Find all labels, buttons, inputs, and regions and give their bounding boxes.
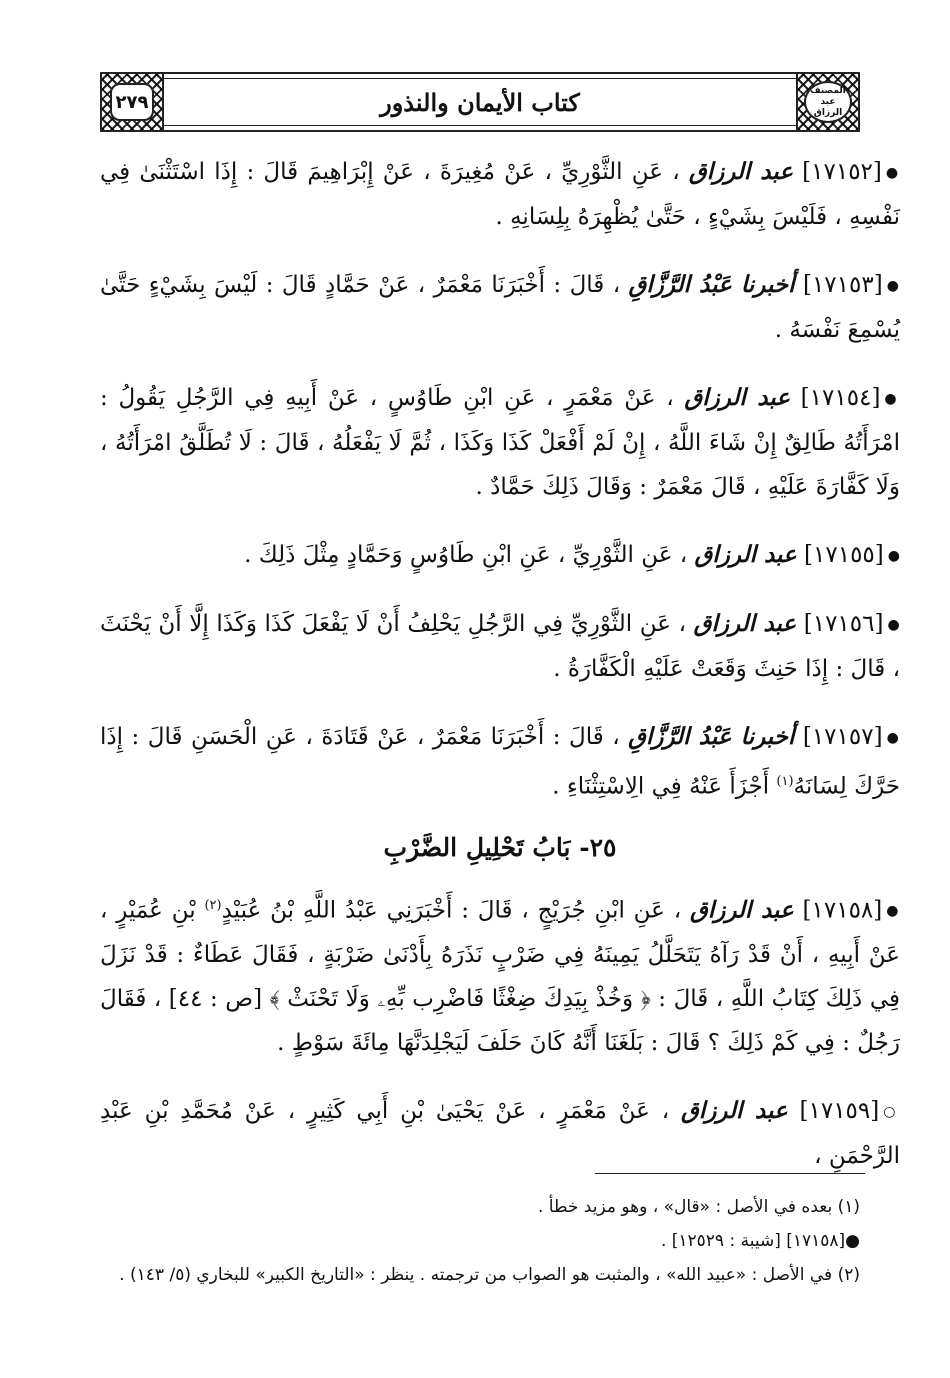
page-number: ٢٧٩ — [110, 83, 154, 121]
hadith-text: ، عَنِ الثَّوْرِيِّ ، عَنِ ابْنِ طَاوُسٍ وَحَمَّادٍ مِثْلَ ذَلِكَ . — [244, 542, 688, 568]
hadith-source: عبد الرزاق — [694, 541, 797, 568]
bullet-filled-icon: ● — [885, 165, 901, 181]
page-header — [100, 72, 860, 132]
footnote-ref[interactable]: (١) — [776, 774, 794, 789]
hadith-text: ، قَالَ : أَخْبَرَنَا مَعْمَرٌ ، عَنْ قَتَادَةَ ، عَنِ الْحَسَنِ قَالَ : إِذَا حَرَّكَ لِسَانَهُ — [100, 724, 900, 800]
bullet-hollow-icon: ○ — [883, 1104, 901, 1121]
bullet-filled-icon: ● — [884, 391, 901, 407]
main-text — [100, 150, 900, 1202]
hadith-text: ، عَنْ مَعْمَرٍ ، عَنِ ابْنِ طَاوُسٍ ، عَنْ أَبِيهِ فِي الرَّجُلِ يَقُولُ : امْرَأَتُهُ طَالِقٌ إِنْ شَاءَ اللَّهُ ، إِنْ لَمْ أَفْعَلْ كَذَا وَكَذَا ، ثُمَّ لَا يَفْعَلُهُ ، قَالَ : لَا تُطَلَّقُ امْرَأَتُهُ ، وَلَا كَفَّارَةَ عَلَيْهِ ، قَالَ مَعْمَرٌ : وَقَالَ ذَلِكَ حَمَّادٌ . — [100, 385, 900, 500]
footnote-ref[interactable]: (٢) — [204, 897, 222, 913]
running-title: كتاب الأيمان والنذور — [380, 87, 580, 117]
hadith-text: ، عَنِ ابْنِ جُرَيْجٍ ، قَالَ : أَخْبَرَنِي عَبْدُ اللَّهِ بْنُ عُبَيْدٍ — [221, 897, 682, 924]
hadith-number: [١٧١٥٣] — [802, 272, 883, 298]
hadith-text: ، قَالَ : أَخْبَرَنَا مَعْمَرٌ ، عَنْ حَمَّادٍ قَالَ : لَيْسَ بِشَيْءٍ حَتَّىٰ يُسْمِعَ نَفْسَهُ . — [100, 272, 900, 343]
hadith-17152 — [100, 150, 900, 239]
hadith-text-cont: بْنِ عُمَيْرٍ ، عَنْ أَبِيهِ ، أَنْ قَدْ رَآهُ يَتَحَلَّلُ يَمِينَهُ فِي ضَرْبٍ نَذَرَهُ بِأَدْنَىٰ ضَرْبَةٍ ، فَقَالَ عَطَاءٌ : قَدْ نَزَلَ فِي ذَلِكَ كِتَابُ اللَّهِ ، قَالَ : ﴿ وَخُذْ بِيَدِكَ ضِغْثًا فَاضْرِب بِّهِۦ وَلَا تَحْنَثْ ﴾ [ص : ٤٤] ، فَقَالَ رَجُلٌ : فِي كَمْ ذَلِكَ ؟ قَالَ : بَلَغَنَا أَنَّهُ كَانَ حَلَفَ لَيَجْلِدَنَّهَا مِائَةَ سَوْطٍ . — [100, 897, 900, 1057]
bullet-filled-icon: ● — [887, 617, 901, 633]
hadith-source: عبد الرزاق — [688, 158, 793, 185]
bullet-filled-icon: ● — [886, 903, 901, 920]
hadith-text: ، عَنْ مَعْمَرٍ ، عَنْ يَحْيَىٰ بْنِ أَبِي كَثِيرٍ ، عَنْ مُحَمَّدِ بْنِ عَبْدِ الرَّحْمَنِ ، — [100, 1098, 900, 1170]
hadith-17159 — [100, 1089, 900, 1178]
hadith-17156 — [100, 602, 900, 691]
footnote-2: (٢) في الأصل : «عبيد الله» ، والمثبت هو الصواب من ترجمته . ينظر : «التاريخ الكبير» للبخاري (٥/ ١٤٣) . — [119, 1265, 860, 1285]
bullet-filled-icon: ● — [886, 730, 900, 746]
bullet-filled-icon: ● — [887, 548, 900, 564]
hadith-17154 — [100, 376, 900, 509]
hadith-number: [١٧١٥٥] — [804, 542, 884, 568]
chapter-heading: ٢٥- بَابُ تَحْلِيلِ الضَّرْبِ — [383, 832, 617, 862]
hadith-17158 — [100, 884, 900, 1066]
bullet-filled-icon: ● — [886, 278, 901, 294]
footnote-1: (١) بعده في الأصل : «قال» ، وهو مزيد خطأ . — [537, 1197, 860, 1217]
hadith-number: [١٧١٥٩] — [799, 1098, 880, 1125]
hadith-source: عبد الرزاق — [684, 384, 790, 411]
page-number-ornament — [100, 72, 164, 132]
hadith-source: أخبرنا عَبْدُ الرَّزَّاقِ — [628, 723, 795, 750]
hadith-number: [١٧١٥٤] — [800, 385, 881, 411]
footnote-source-17158: ●[١٧١٥٨] [شيبة : ١٢٥٢٩] . — [660, 1231, 860, 1251]
hadith-17155 — [100, 533, 900, 578]
hadith-source: عبد الرزاق — [693, 610, 797, 637]
hadith-source: عبد الرزاق — [690, 896, 794, 924]
hadith-number: [١٧١٥٨] — [802, 897, 883, 924]
hadith-17157 — [100, 715, 900, 809]
hadith-text: ، عَنِ الثَّوْرِيِّ فِي الرَّجُلِ يَحْلِفُ أَنْ لَا يَفْعَلَ كَذَا وَكَذَا إِلَّا أَنْ يَحْنَثَ ، قَالَ : إِذَا حَنِثَ وَقَعَتْ عَلَيْهِ الْكَفَّارَةُ . — [100, 611, 900, 682]
logo-ornament — [796, 72, 860, 132]
hadith-number: [١٧١٥٢] — [802, 159, 882, 185]
hadith-text: ، عَنِ الثَّوْرِيِّ ، عَنْ مُغِيرَةَ ، عَنْ إِبْرَاهِيمَ قَالَ : إِذَا اسْتَثْنَىٰ فِي نَفْسِهِ ، فَلَيْسَ بِشَيْءٍ ، حَتَّىٰ يُظْهِرَهُ بِلِسَانِهِ . — [100, 159, 900, 230]
footnotes — [90, 1190, 860, 1292]
footnote-divider — [595, 1173, 865, 1174]
hadith-17153 — [100, 263, 900, 352]
hadith-number: [١٧١٥٧] — [802, 724, 883, 750]
logo-seal: المصنف عبد الرزاق — [804, 81, 852, 123]
running-title-band — [164, 72, 796, 132]
hadith-source: أخبرنا عَبْدُ الرَّزَّاقِ — [628, 271, 795, 298]
hadith-number: [١٧١٥٦] — [803, 611, 884, 637]
hadith-text-cont: أَجْزَأَ عَنْهُ فِي الِاسْتِثْنَاءِ . — [552, 773, 770, 800]
hadith-source: عبد الرزاق — [680, 1097, 788, 1125]
